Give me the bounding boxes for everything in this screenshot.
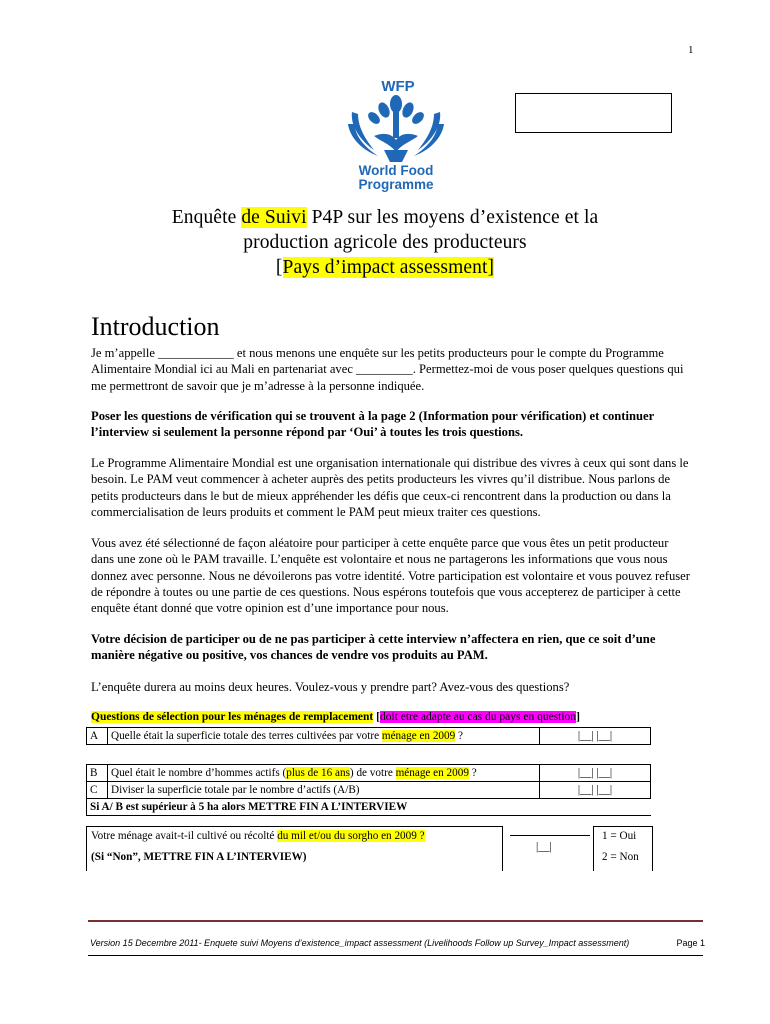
question-text — [108, 765, 540, 782]
page-number: 1 — [688, 44, 694, 56]
title-line-3 — [100, 255, 670, 280]
title-text: P4P sur les moyens d’existence et la — [306, 207, 599, 228]
document-title — [100, 205, 670, 280]
table-row — [87, 765, 651, 782]
question-part: Quelle était la superficie totale des terres cultivées par votre — [111, 730, 382, 742]
title-text: Enquête — [171, 207, 242, 228]
footer-version-text: Version 15 Decembre 2011- Enquete suivi Moyens d’existence_impact assessment (Livelihoods Follow up Survey_Impact assessment) — [90, 938, 630, 948]
question-text — [108, 728, 540, 745]
logo-acronym: WFP — [381, 78, 415, 95]
question-part: ? — [468, 767, 477, 779]
decision-paragraph: Votre décision de participer ou de ne pas participer à cette interview n’affectera en rien, que ce soit d’une manière négative ou positive, vos chances de vendre vos produits au PAM. — [91, 632, 656, 663]
instruction-paragraph: Poser les questions de vérification qui se trouvent à la page 2 (Information pour vérification) et continuer l’interview si seulement la personne répond par ‘Oui’ à toutes les trois questions. — [91, 409, 654, 440]
footer — [90, 938, 705, 948]
table-row — [87, 799, 651, 816]
footer-divider — [88, 920, 703, 922]
question-part: Quel était le nombre d’hommes actifs ( — [111, 767, 287, 779]
id-box — [515, 93, 672, 133]
wheat-hands-emblem-icon — [344, 92, 448, 166]
question-a-table — [86, 727, 651, 745]
bracket: [ — [373, 711, 380, 723]
intro-paragraph: Je m’appelle ____________ et nous menons une enquête sur les petits producteurs pour le compte du Programme Alimentaire Mondial ici au Mali en partenariat avec _________. Permettez-moi de vous poser quelques questions qui me permettront de savoir que je m’adresse à la personne indiquée. — [91, 346, 684, 393]
title-line-2: production agricole des producteurs — [243, 232, 527, 253]
crop-question-instruction: (Si “Non”, METTRE FIN A L’INTERVIEW) — [91, 851, 307, 863]
crop-question-box — [86, 826, 503, 871]
table-row — [87, 782, 651, 799]
question-highlight: ménage en 2009 — [381, 730, 456, 742]
crop-question-text — [91, 830, 425, 842]
bracket: ] — [576, 711, 580, 723]
row-letter: B — [87, 765, 108, 782]
question-part: ) de votre — [349, 767, 396, 779]
termination-rule: Si A/ B est supérieur à 5 ha alors METTRE FIN A L’INTERVIEW — [87, 799, 651, 816]
question-part: ? — [455, 730, 463, 742]
selection-heading — [91, 711, 580, 723]
answer-field[interactable]: |__| |__| — [540, 782, 651, 799]
option-yes[interactable]: 1 = Oui — [602, 830, 637, 842]
question-highlight: ménage en 2009 — [395, 767, 469, 779]
title-highlight: Pays d’impact assessment] — [282, 257, 495, 278]
row-letter: A — [87, 728, 108, 745]
consent-paragraph: Vous avez été sélectionné de façon aléatoire pour participer à cette enquête parce que vous êtes un petit producteur dans une zone où le PAM travaille. L’enquête est volontaire et nous ne partagerons les informations que vous nous donnez avec personne. Nous ne dévoilerons pas votre identité. Votre participation est volontaire et vous pouvez refuser de répondre à toutes ou une partie de ces questions. Nous espérons toutefois que vous accepterez de participer à cette enquête étant donné que votre opinion est d’une importance pour nous. — [91, 536, 690, 616]
logo-line2: Programme — [358, 177, 434, 192]
duration-paragraph: L’enquête durera au moins deux heures. Voulez-vous y prendre part? Avez-vous des questions? — [91, 680, 570, 694]
question-text: Diviser la superficie totale par le nombre d’actifs (A/B) — [108, 782, 540, 799]
answer-options — [593, 826, 653, 871]
title-highlight: de Suivi — [241, 207, 307, 228]
table-row — [87, 728, 651, 745]
footer-rule — [88, 955, 703, 956]
question-highlight: plus de 16 ans — [286, 767, 350, 779]
answer-field[interactable]: |__| |__| — [540, 728, 651, 745]
question-highlight: du mil et/ou du sorgho en 2009 ? — [277, 830, 425, 842]
row-letter: C — [87, 782, 108, 799]
selection-heading-text: Questions de sélection pour les ménages de remplacement — [91, 711, 374, 723]
crop-answer-field[interactable]: |__| — [536, 841, 552, 853]
answer-rule — [510, 835, 590, 836]
footer-page-number: Page 1 — [676, 938, 705, 948]
title-bracket: [ — [275, 257, 283, 278]
wfp-description-paragraph: Le Programme Alimentaire Mondial est une organisation internationale qui distribue des vivres à ceux qui sont dans le besoin. Le PAM veut commencer à acheter auprès des petits producteurs les vivres qu’il distribue. Nous parlons de petits producteurs dans le but de mieux appréhender les défis que ceux-ci rencontrent dans la production ou dans la commercialisation de leurs produits et comment le PAM peut mieux traiter ces questions. — [91, 456, 689, 519]
section-heading: Introduction — [91, 312, 220, 341]
wfp-logo — [336, 78, 456, 193]
title-line-1 — [100, 205, 670, 230]
answer-field[interactable]: |__| |__| — [540, 765, 651, 782]
adaptation-note: doit etre adapte au cas du pays en question — [379, 711, 577, 723]
question-bc-table — [86, 764, 651, 816]
option-no[interactable]: 2 = Non — [602, 851, 639, 863]
question-part: Votre ménage avait-t-il cultivé ou récolté — [91, 830, 278, 842]
logo-line1: World Food — [358, 163, 434, 178]
